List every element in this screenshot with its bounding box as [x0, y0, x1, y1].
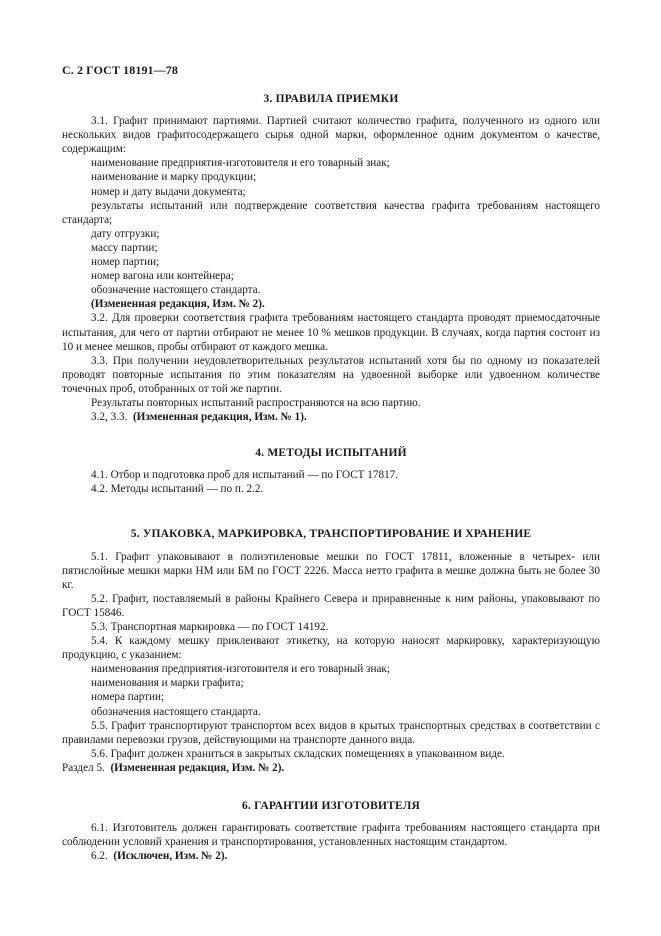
list-item: номер вагона или контейнера;: [91, 270, 234, 283]
list-item: наименования предприятия-изготовителя и его товарный знак;: [91, 663, 390, 676]
amendment-note: [62, 761, 600, 775]
clause-3-1: 3.1. Графит принимают партиями. Партией считают количество графита, полученного из одного или нескольких видов графитосодержащего сырья одной марки, оформленное одним документом о качестве, содержащим:: [62, 115, 600, 156]
clause-3-3: 3.3. При получении неудовлетворительных результатов испытаний хотя бы по одному из показателей проводят повторные испытания по этим показателям на удвоенной выборке или удвоенном количестве точечных проб, отобранных от той же партии.: [62, 354, 600, 395]
note-prefix: Раздел 5.: [62, 761, 105, 774]
note-text: (Измененная редакция, Изм. № 1).: [132, 411, 307, 424]
clause-6-1: 6.1. Изготовитель должен гарантировать соответствие графита требованиям настоящего стандарта при соблюдении условий хранения и транспортирования, установленных настоящим стандартом.: [62, 822, 600, 849]
note-text: (Исключен, Изм. № 2).: [113, 850, 228, 863]
clause-prefix: 6.2.: [91, 850, 108, 863]
clause-3-3-continued: Результаты повторных испытаний распространяются на всю партию.: [91, 396, 421, 409]
section-3-title: 3. ПРАВИЛА ПРИЕМКИ: [263, 93, 399, 105]
section-4-title: 4. МЕТОДЫ ИСПЫТАНИЙ: [255, 447, 407, 460]
list-item: массу партии;: [91, 241, 158, 254]
clause-4-2: 4.2. Методы испытаний — по п. 2.2.: [91, 483, 264, 496]
section-5-title: 5. УПАКОВКА, МАРКИРОВКА, ТРАНСПОРТИРОВАНИЕ И ХРАНЕНИЕ: [130, 528, 532, 541]
clause-4-1: 4.1. Отбор и подготовка проб для испытаний — по ГОСТ 17817.: [91, 469, 399, 482]
page-header: С. 2 ГОСТ 18191—78: [62, 63, 178, 77]
amendment-note: (Измененная редакция, Изм. № 2).: [91, 298, 265, 311]
list-item: наименования и марки графита;: [91, 677, 244, 690]
clause-5-5: 5.5. Графит транспортируют транспортом всех видов в крытых транспортных средствах в соответствии с правилами перевозки грузов, действующими на транспорте данного вида.: [62, 719, 600, 746]
clause-5-4: 5.4. К каждому мешку приклеивают этикетку, на которую наносят маркировку, характеризующую продукцию, с указанием:: [62, 635, 600, 662]
clause-5-2: 5.2. Графит, поставляемый в районы Крайнего Севера и приравненные к ним районы, упаковывают по ГОСТ 15846.: [62, 592, 600, 619]
list-item: обозначения настоящего стандарта.: [91, 705, 261, 718]
list-item: наименование и марку продукции;: [91, 171, 257, 184]
list-item: дату отгрузки;: [91, 227, 160, 240]
list-item: обозначение настоящего стандарта.: [91, 284, 261, 297]
clause-5-1: 5.1. Графит упаковывают в полиэтиленовые мешки по ГОСТ 17811, вложенные в четырех- или пятислойные мешки марки НМ или БМ по ГОСТ 2226. Масса нетто графита в мешке должна быть не более 30 кг.: [62, 550, 600, 591]
list-item: результаты испытаний или подтверждение соответствия качества графита требованиям настоящего стандарта;: [62, 199, 600, 226]
list-item: номера партии;: [91, 691, 165, 704]
clause-6-2: [62, 849, 600, 863]
list-item: наименование предприятия-изготовителя и его товарный знак;: [91, 157, 390, 170]
list-item: номер и дату выдачи документа;: [91, 185, 246, 198]
clause-5-3: 5.3. Транспортная маркировка — по ГОСТ 14192.: [91, 621, 329, 633]
amendment-note: [62, 410, 600, 424]
document-body: [62, 92, 600, 863]
clause-3-2: 3.2. Для проверки соответствия графита требованиям настоящего стандарта проводят приемосдаточные испытания, для чего от партии отбирают не менее 10 % мешков продукции. В случаях, когда партия состоит из 10 и менее мешков, пробы отбирают от каждого мешка.: [62, 312, 600, 353]
section-6-title: 6. ГАРАНТИИ ИЗГОТОВИТЕЛЯ: [241, 800, 421, 813]
note-text: (Измененная редакция, Изм. № 2).: [110, 761, 285, 774]
clause-5-6: 5.6. Графит должен храниться в закрытых складских помещениях в упакованном виде.: [91, 747, 505, 760]
list-item: номер партии;: [91, 256, 160, 269]
note-prefix: 3.2, 3.3.: [91, 411, 128, 424]
